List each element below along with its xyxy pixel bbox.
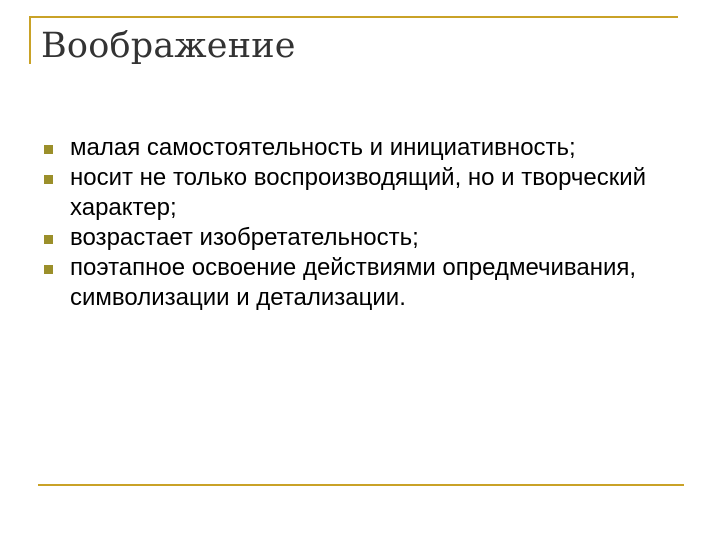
bullet-item bbox=[44, 253, 684, 313]
slide-title: Воображение bbox=[41, 26, 296, 66]
bullet-item bbox=[44, 223, 684, 253]
bullet-list bbox=[44, 133, 684, 313]
square-bullet-icon bbox=[44, 235, 53, 244]
bullet-text: поэтапное освоение действиями опредмечивания, символизации и детализации. bbox=[70, 254, 637, 311]
bullet-text: малая самостоятельность и инициативность; bbox=[70, 134, 576, 161]
bullet-text: носит не только воспроизводящий, но и творческий характер; bbox=[70, 164, 647, 221]
square-bullet-icon bbox=[44, 265, 53, 274]
bullet-item bbox=[44, 133, 684, 163]
frame-bottom-line bbox=[38, 484, 684, 486]
frame-top-line bbox=[31, 16, 678, 18]
bullet-text: возрастает изобретательность; bbox=[70, 224, 419, 251]
square-bullet-icon bbox=[44, 145, 53, 154]
frame-top-end-tick bbox=[676, 16, 678, 18]
bullet-item bbox=[44, 163, 684, 223]
frame-left-line bbox=[29, 16, 31, 64]
square-bullet-icon bbox=[44, 175, 53, 184]
